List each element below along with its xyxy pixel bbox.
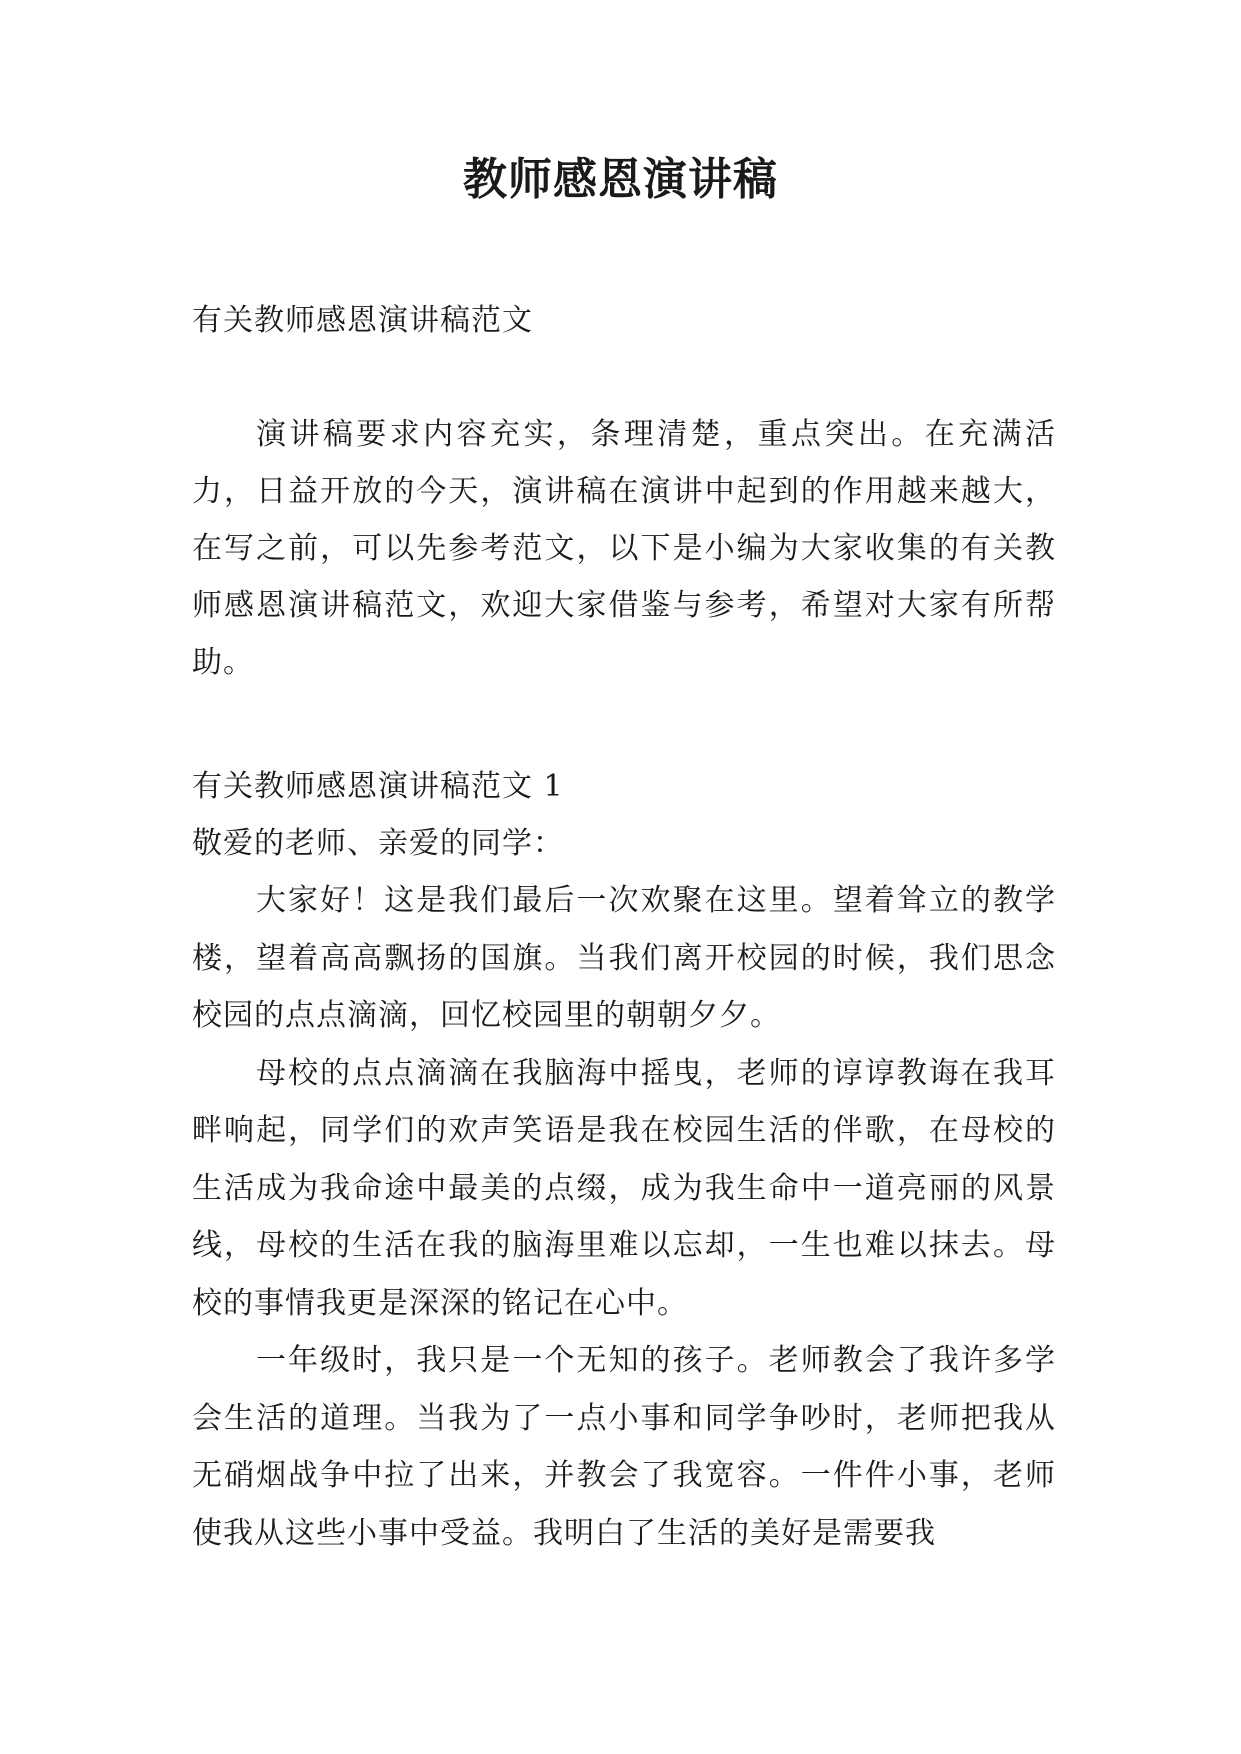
salutation: 敬爱的老师、亲爱的同学：: [192, 826, 564, 861]
speech-paragraph: 母校的点点滴滴在我脑海中摇曳，老师的谆谆教诲在我耳畔响起，同学们的欢声笑语是我在校园生活的伴歌，在母校的生活成为我命途中最美的点缀，成为我生命中一道亮丽的风景线，母校的生活在我的脑海里难以忘却，一生也难以抹去。母校的事情我更是深深的铭记在心中。: [192, 1055, 1056, 1321]
document-title: 教师感恩演讲稿: [463, 154, 778, 205]
speech-paragraph: 大家好！这是我们最后一次欢聚在这里。望着耸立的教学楼，望着高高飘扬的国旗。当我们离开校园的时候，我们思念校园的点点滴滴，回忆校园里的朝朝夕夕。: [192, 883, 1056, 1033]
speech-body: [192, 872, 1056, 1562]
speech-paragraph: 一年级时，我只是一个无知的孩子。老师教会了我许多学会生活的道理。当我为了一点小事和同学争吵时，老师把我从无硝烟战争中拉了出来，并教会了我宽容。一件件小事，老师使我从这些小事中受益。我明白了生活的美好是需要我: [192, 1343, 1056, 1551]
document-subtitle: 有关教师感恩演讲稿范文: [192, 303, 533, 338]
section-heading: 有关教师感恩演讲稿范文 1: [192, 769, 564, 804]
intro-paragraph: 演讲稿要求内容充实，条理清楚，重点突出。在充满活力，日益开放的今天，演讲稿在演讲中起到的作用越来越大，在写之前，可以先参考范文，以下是小编为大家收集的有关教师感恩演讲稿范文，欢迎大家借鉴与参考，希望对大家有所帮助。: [192, 417, 1056, 680]
